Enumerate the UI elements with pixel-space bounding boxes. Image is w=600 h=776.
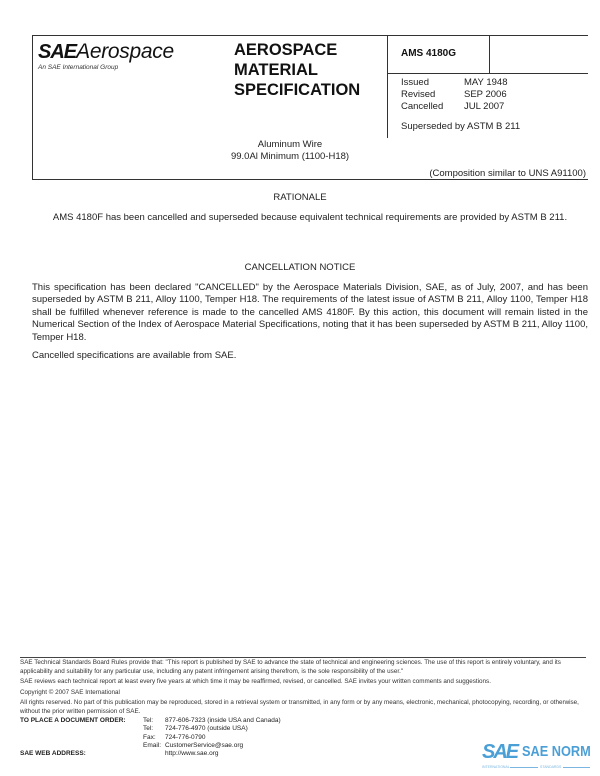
title-line: MATERIAL [234, 61, 319, 79]
contact-value: 724-776-4970 (outside USA) [165, 725, 248, 733]
web-label: SAE WEB ADDRESS: [20, 750, 86, 758]
document-type-title [234, 40, 360, 100]
contact-key: Tel: [143, 717, 154, 724]
rationale-heading: RATIONALE [273, 192, 327, 203]
web-address-link[interactable]: http://www.sae.org [165, 750, 219, 758]
watermark-sub-left: INTERNATIONAL [482, 765, 510, 769]
availability-note: Cancelled specifications are available from SAE. [32, 350, 237, 361]
subject-line: Aluminum Wire [257, 139, 323, 150]
footer-copyright: Copyright © 2007 SAE International [20, 688, 120, 696]
document-dates [401, 77, 507, 113]
watermark-name: SAE NORM [522, 743, 591, 760]
contact-key: Email: [143, 741, 162, 749]
doc-number-box-bottom [387, 73, 588, 74]
logo-brand: SAE [38, 41, 77, 63]
date-label: Revised [401, 89, 436, 100]
header-left-border [32, 35, 33, 180]
order-contact-block [20, 717, 281, 758]
superseded-by: Superseded by ASTM B 211 [401, 121, 521, 132]
contact-value: 877-606-7323 (inside USA and Canada) [165, 717, 281, 724]
contact-email-link[interactable]: CustomerService@sae.org [165, 741, 244, 749]
cancellation-heading: CANCELLATION NOTICE [244, 262, 356, 273]
footer-legal [20, 659, 590, 716]
cancellation-text: This specification has been declared "CANCELLED" by the Aerospace Materials Division, SAE, as of July, 2007, and has been superseded by ASTM B 211, Alloy 1100, Temper H18. The requirements of the latest issue of ASTM B 211, Alloy 1100, Temper H18 shall be fulfilled whenever reference is made to the cancelled AMS 4180F. By this action, this document will remain listed in the Numerical Section of the Index of Aerospace Material Specifications, noting that it has been superseded by ASTM B 211, Alloy 1100, Temper H18. [32, 282, 588, 343]
date-value: SEP 2006 [464, 89, 507, 100]
web-row [20, 750, 281, 758]
doc-number-box-divider [489, 35, 490, 73]
sae-aerospace-logo [38, 40, 174, 71]
logo-name: Aerospace [76, 40, 174, 63]
contact-value: 724-776-0790 [165, 733, 206, 741]
date-row-issued [401, 77, 507, 89]
date-row-cancelled [401, 101, 507, 113]
date-label: Cancelled [401, 101, 444, 112]
sae-logo-icon: SAE [482, 741, 518, 763]
contact-row [20, 725, 281, 733]
header-top-border [32, 35, 588, 36]
logo-tagline: An SAE International Group [38, 64, 119, 71]
sae-norm-watermark [482, 741, 592, 771]
contact-row [20, 734, 281, 742]
title-line: AEROSPACE [234, 41, 338, 59]
subject-line: 99.0Al Minimum (1100-H18) [230, 151, 350, 162]
footer-rights: All rights reserved. No part of this publication may be reproduced, stored in a retrieval system or transmitted, in any form or by any means, electronic, mechanical, photocopying, recording, or otherwise, without the prior written permission of SAE. [20, 699, 579, 715]
footer-review: SAE reviews each technical report at least every five years at which time it may be reaffirmed, revised, or cancelled. SAE invites your written comments and suggestions. [20, 678, 491, 685]
footer-divider [20, 657, 586, 658]
contact-row [20, 717, 281, 725]
header-bottom-border [32, 179, 588, 180]
contact-key: Fax: [143, 733, 156, 741]
document-subject [195, 139, 385, 163]
date-value: JUL 2007 [464, 101, 505, 112]
contact-row [20, 742, 281, 750]
date-label: Issued [401, 77, 429, 88]
order-label: TO PLACE A DOCUMENT ORDER: [20, 717, 126, 724]
date-row-revised [401, 89, 507, 101]
date-value: MAY 1948 [464, 77, 508, 88]
title-line: SPECIFICATION [234, 81, 361, 99]
rationale-text: AMS 4180F has been cancelled and superseded because equivalent technical requirements are provided by ASTM B 211. [52, 212, 568, 223]
footer-rules: SAE Technical Standards Board Rules provide that: "This report is published by SAE to advance the state of technical and engineering sciences. The use of this report is entirely voluntary, and its applicability and suitability for any particular use, including any patent infringement arising therefrom, is the sole responsibility of the user." [20, 659, 561, 675]
watermark-sub-right: STANDARDS [540, 765, 562, 769]
document-number: AMS 4180G [401, 48, 457, 59]
contact-key: Tel: [143, 725, 154, 733]
composition-note: (Composition similar to UNS A91100) [429, 168, 586, 179]
header-divider [387, 35, 388, 138]
